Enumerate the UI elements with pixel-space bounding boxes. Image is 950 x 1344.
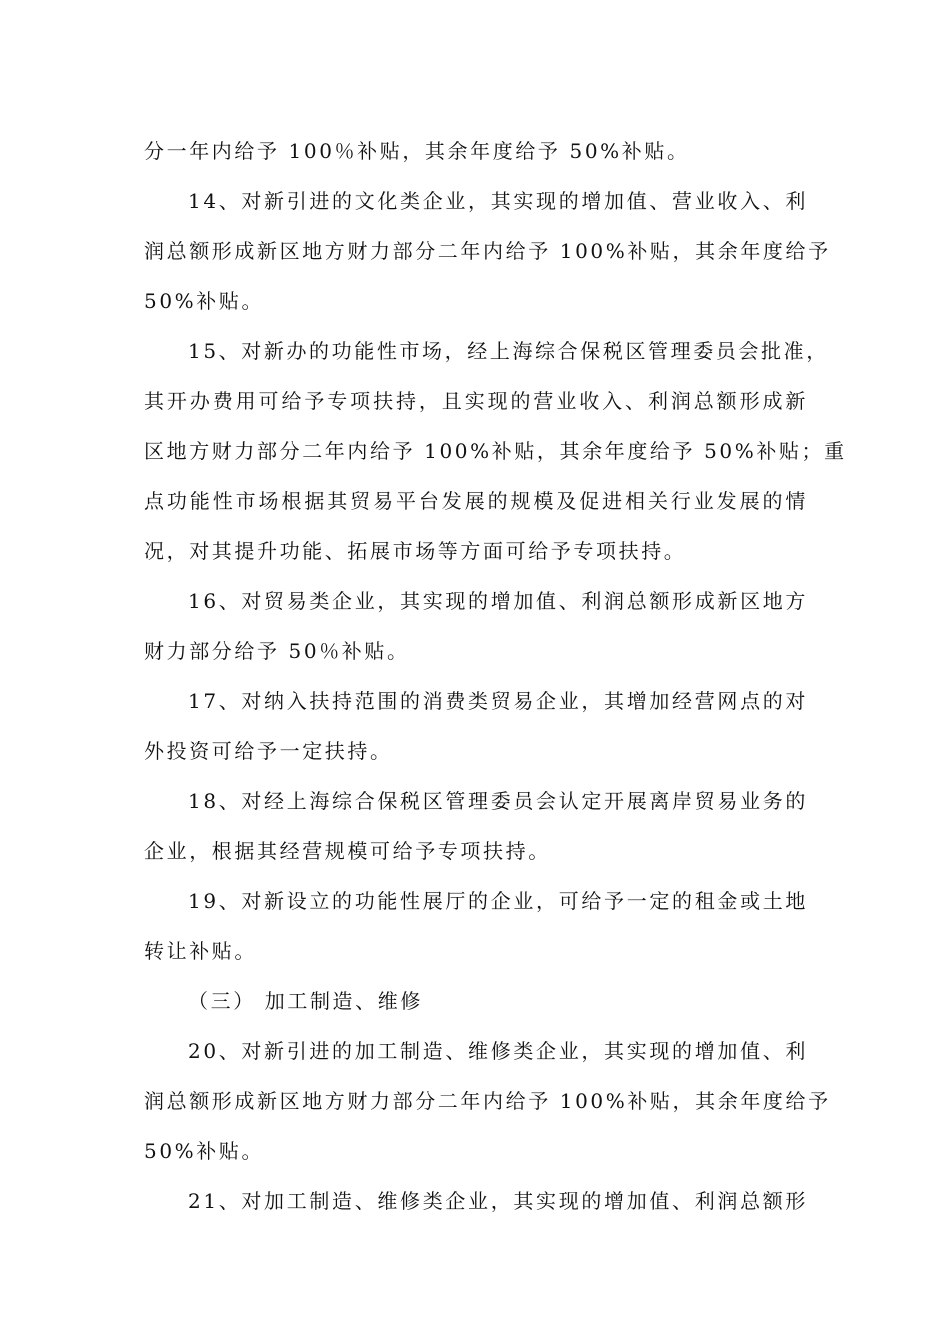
paragraph-line: 21、对加工制造、维修类企业，其实现的增加值、利润总额形 <box>188 1189 808 1213</box>
paragraph-line: 15、对新办的功能性市场，经上海综合保税区管理委员会批准， <box>188 339 829 363</box>
paragraph-line: 点功能性市场根据其贸易平台发展的规模及促进相关行业发展的情 <box>144 489 808 513</box>
paragraph-line: 区地方财力部分二年内给予 100%补贴，其余年度给予 50%补贴；重 <box>144 439 847 463</box>
paragraph-line: 18、对经上海综合保税区管理委员会认定开展离岸贸易业务的 <box>188 789 808 813</box>
paragraph-line: 50%补贴。 <box>144 1139 265 1163</box>
paragraph-line: 20、对新引进的加工制造、维修类企业，其实现的增加值、利 <box>188 1039 808 1063</box>
paragraph-line: 17、对纳入扶持范围的消费类贸易企业，其增加经营网点的对 <box>188 689 808 713</box>
paragraph-line: 润总额形成新区地方财力部分二年内给予 100%补贴，其余年度给予 <box>144 239 831 263</box>
paragraph-line: 16、对贸易类企业，其实现的增加值、利润总额形成新区地方 <box>188 589 808 613</box>
section-heading: （三） 加工制造、维修 <box>188 989 423 1013</box>
paragraph-line: 外投资可给予一定扶持。 <box>144 739 393 763</box>
paragraph-line: 分一年内给予 100％补贴，其余年度给予 50%补贴。 <box>144 139 690 163</box>
paragraph-line: 润总额形成新区地方财力部分二年内给予 100%补贴，其余年度给予 <box>144 1089 831 1113</box>
paragraph-line: 50%补贴。 <box>144 289 265 313</box>
paragraph-line: 其开办费用可给予专项扶持，且实现的营业收入、利润总额形成新 <box>144 389 808 413</box>
paragraph-line: 企业，根据其经营规模可给予专项扶持。 <box>144 839 551 863</box>
paragraph-line: 19、对新设立的功能性展厅的企业，可给予一定的租金或土地 <box>188 889 808 913</box>
paragraph-line: 14、对新引进的文化类企业，其实现的增加值、营业收入、利 <box>188 189 808 213</box>
paragraph-line: 转让补贴。 <box>144 939 257 963</box>
paragraph-line: 财力部分给予 50％补贴。 <box>144 639 410 663</box>
paragraph-line: 况，对其提升功能、拓展市场等方面可给予专项扶持。 <box>144 539 687 563</box>
